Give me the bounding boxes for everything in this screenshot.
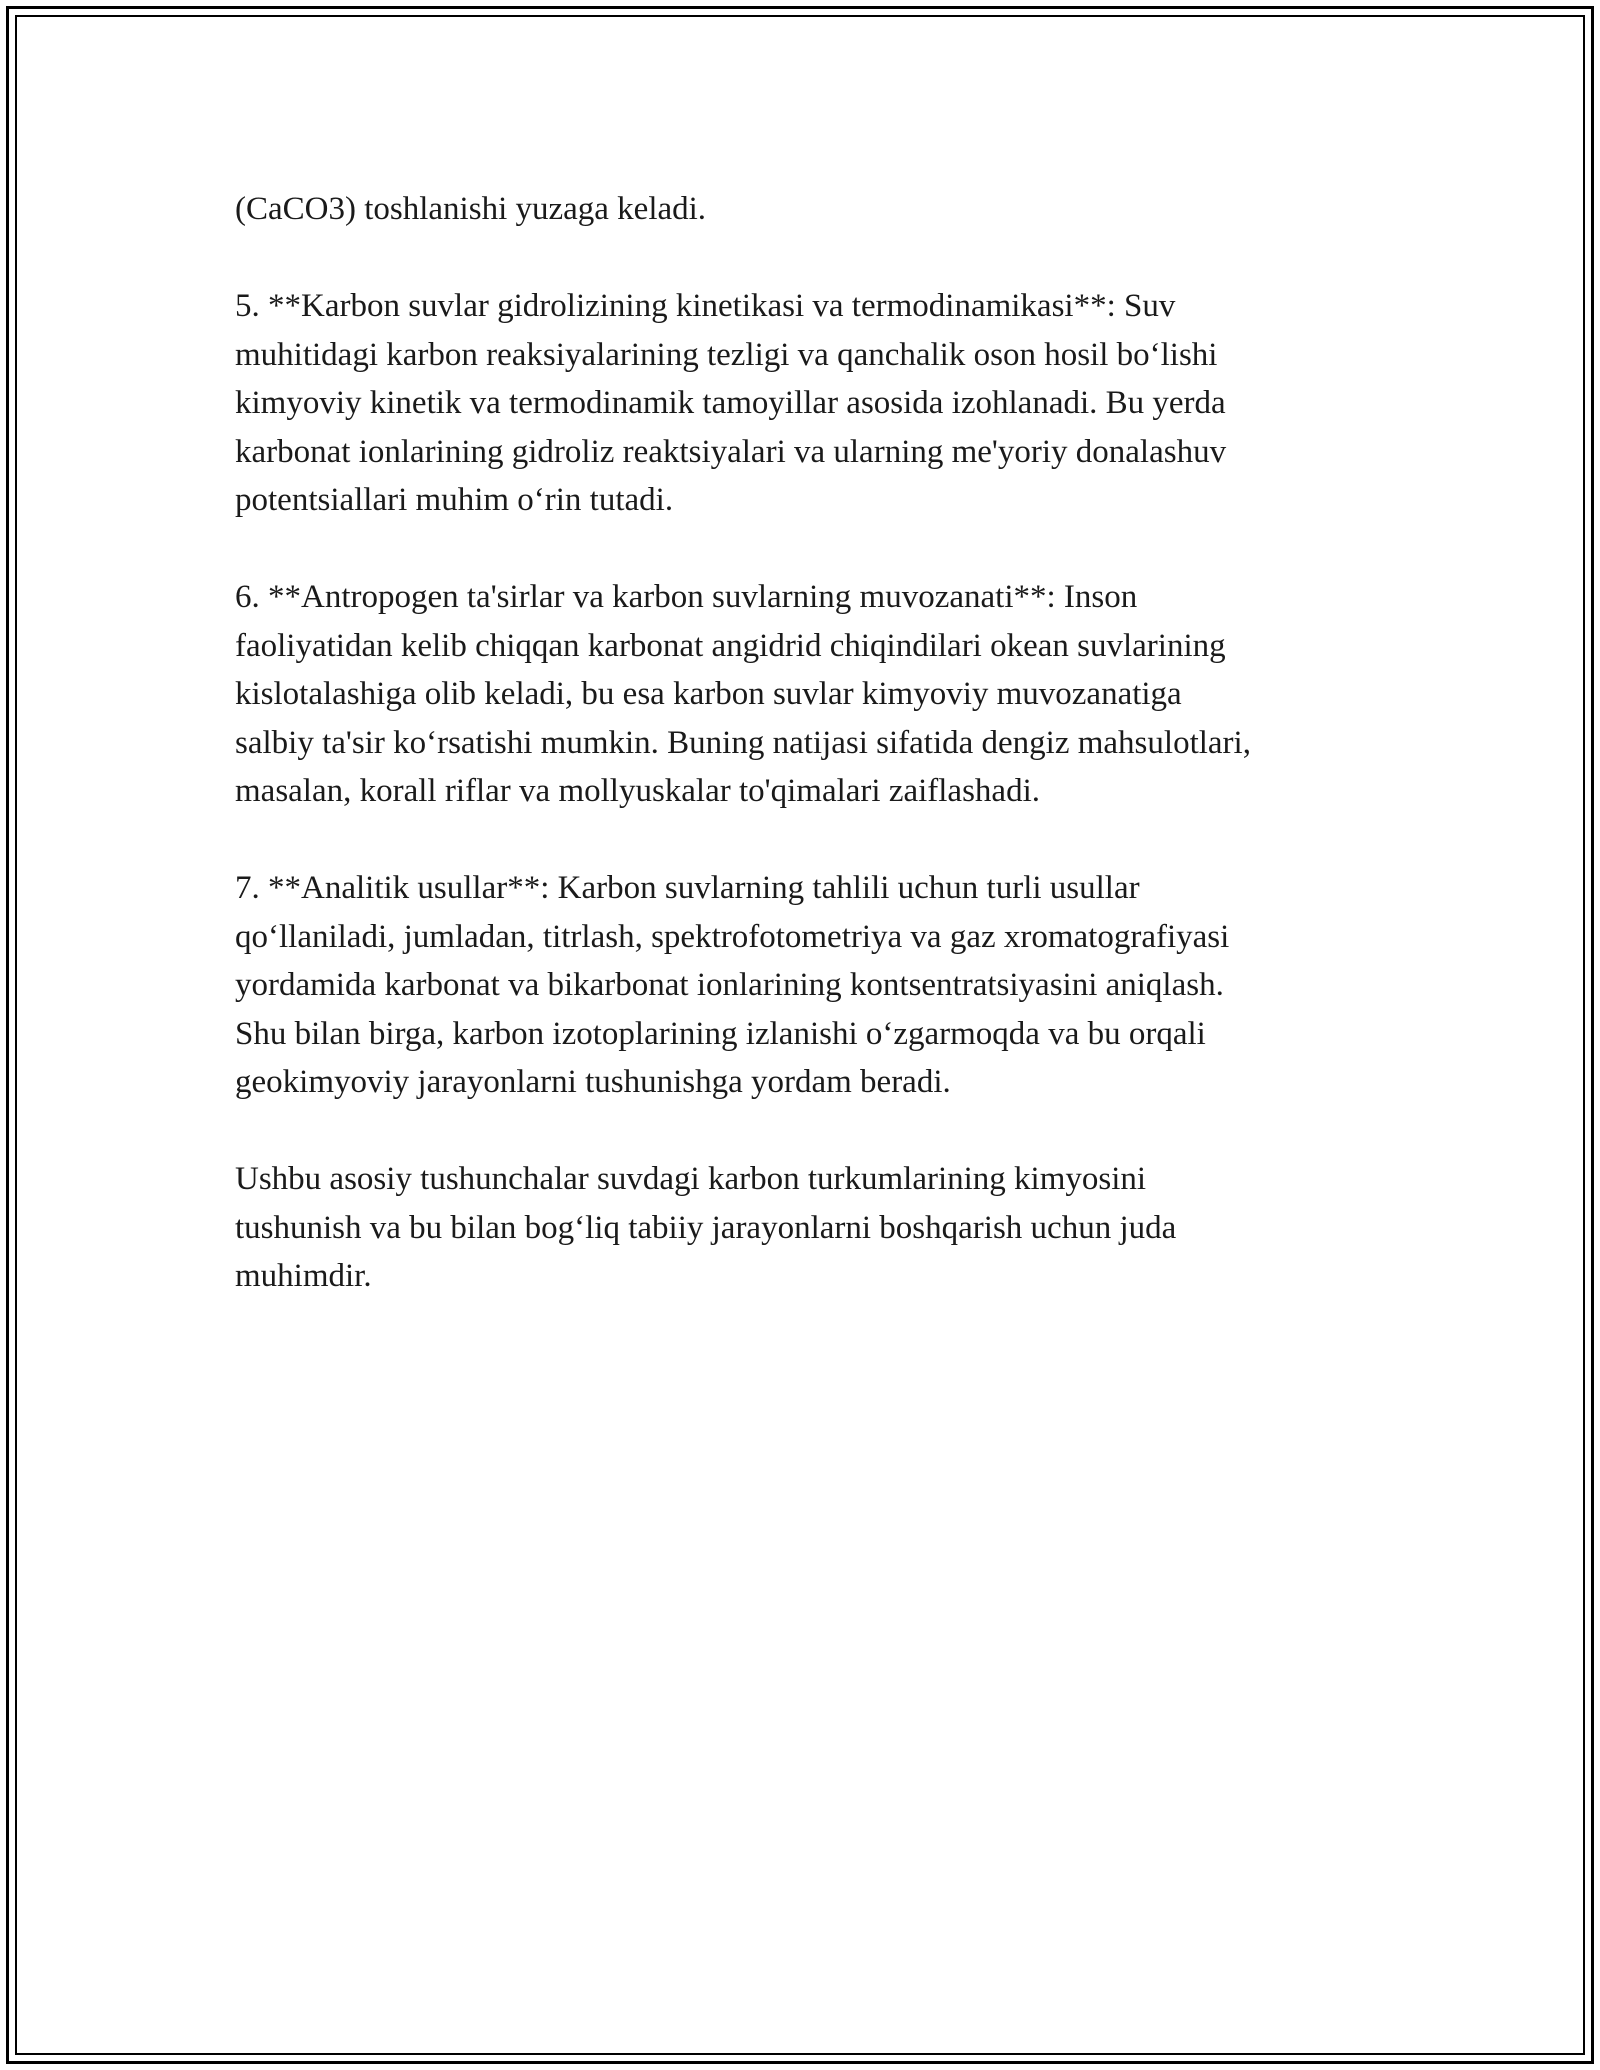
document-body (235, 185, 1375, 1301)
paragraph-continuation: (CaCO3) toshlanishi yuzaga keladi. (235, 191, 707, 227)
paragraph-conclusion: Ushbu asosiy tushunchalar suvdagi karbon turkumlarining kimyosini tushunish va bu bilan bog‘liq tabiiy jarayonlarni boshqarish uchun juda muhimdir. (235, 1161, 1177, 1294)
paragraph-item-7: 7. **Analitik usullar**: Karbon suvlarning tahlili uchun turli usullar qo‘llaniladi, jumladan, titrlash, spektrofotometriya va gaz xromatografiyasi yordamida karbonat va bikarbonat ionlarining kontsentratsiyasini aniqlash. Shu bilan birga, karbon izotoplarining izlanishi o‘zgarmoqda va bu orqali geokimyoviy jarayonlarni tushunishga yordam beradi. (235, 870, 1230, 1100)
paragraph-item-5: 5. **Karbon suvlar gidrolizining kinetikasi va termodinamikasi**: Suv muhitidagi karbon reaksiyalarining tezligi va qanchalik oson hosil bo‘lishi kimyoviy kinetik va termodinamik tamoyillar asosida izohlanadi. Bu yerda karbonat ionlarining gidroliz reaktsiyalari va ularning me'yoriy donalashuv potentsiallari muhim o‘rin tutadi. (235, 288, 1227, 518)
paragraph-item-6: 6. **Antropogen ta'sirlar va karbon suvlarning muvozanati**: Inson faoliyatidan kelib chiqqan karbonat angidrid chiqindilari okean suvlarining kislotalashiga olib keladi, bu esa karbon suvlar kimyoviy muvozanatiga salbiy ta'sir ko‘rsatishi mumkin. Buning natijasi sifatida dengiz mahsulotlari, masalan, korall riflar va mollyuskalar to'qimalari zaiflashadi. (235, 579, 1251, 809)
